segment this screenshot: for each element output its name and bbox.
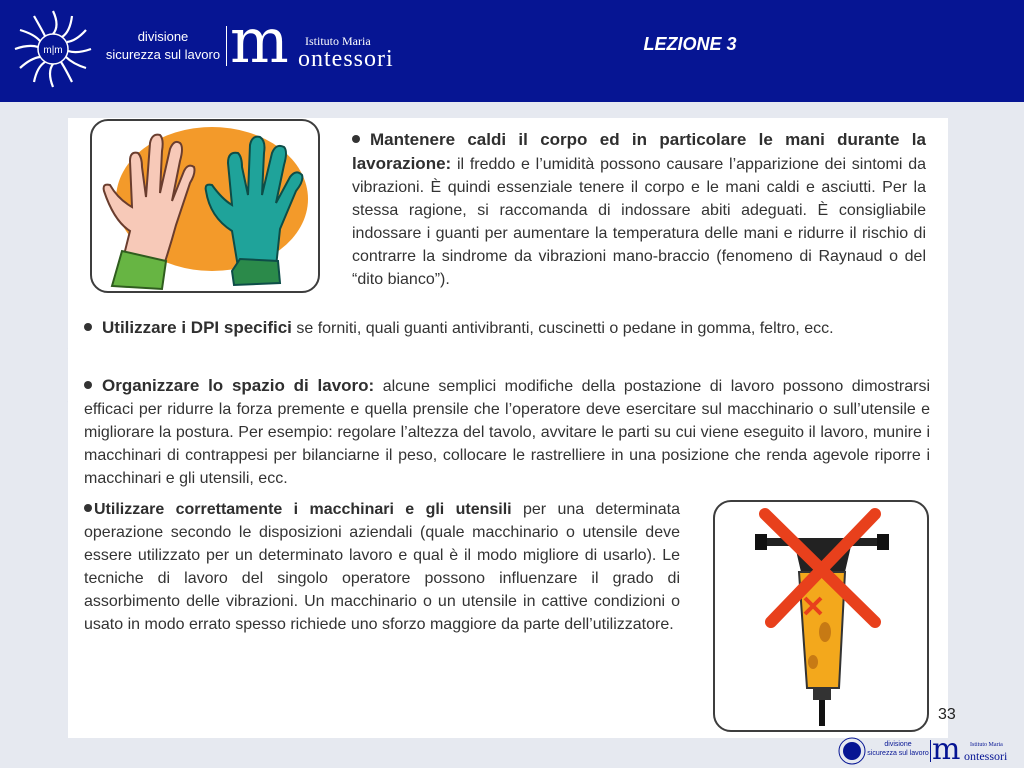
- footer-brand-initial: m: [932, 732, 961, 767]
- paragraph-keep-warm: [352, 128, 926, 291]
- division-line-1: divisione: [137, 29, 189, 44]
- paragraph-text: il freddo e l’umidità possono causare l’apparizione dei sintomi da vibrazioni. È quindi essenziale tenere il corpo e le mani caldi e asciutti. Per la stessa ragione, si raccomanda di indossare abiti adeguati. È consigliabile indossare i guanti per aumentare la temperatura delle mani e ridurre il rischio di contrarre la sindrome da vibrazioni mano-braccio (fenomeno di Raynaud o del “dito bianco”).: [352, 156, 926, 288]
- bullet-icon: [84, 323, 92, 331]
- paragraph-text: per una determinata operazione secondo le disposizioni aziendali (quale macchinario o utensile deve essere utilizzato per un determinato lavoro e qual è il modo migliore di usarlo). Le tecniche di lavoro del singolo operatore possono influenzare il grado di assorbimento delle vibrazioni. Un macchinario o un utensile in cattive condizioni o usato in modo errato spesso richiede uno sforzo maggiore da parte dell’utilizzatore.: [84, 501, 680, 633]
- jackhammer-crossed-illustration: [713, 500, 929, 732]
- logo-separator: [226, 26, 227, 66]
- paragraph-lead: Utilizzare i DPI specifici: [102, 318, 292, 337]
- bullet-icon: [352, 135, 360, 143]
- footer-brand-small-text: Istituto Maria: [970, 742, 1003, 748]
- paragraph-tools: [84, 498, 680, 636]
- footer-logo-separator: [930, 740, 931, 762]
- footer-logo: [830, 734, 1024, 768]
- emblem-text: m|m: [43, 45, 63, 56]
- montessori-emblem-icon: [10, 6, 96, 92]
- paragraph-lead: Organizzare lo spazio di lavoro:: [102, 376, 375, 395]
- jackhammer-crossed-icon: [715, 502, 927, 730]
- paragraph-dpi: [84, 316, 930, 340]
- brand-name-rest: ontessori: [298, 46, 394, 72]
- division-line-2: sicurezza sul lavoro: [105, 47, 221, 62]
- footer-brand-name-rest: ontessori: [964, 749, 1008, 763]
- paragraph-text: alcune semplici modifiche della postazione di lavoro possono dimostrarsi efficaci per ridurre la forza premente e quella prensile che l’operatore deve esercitare sul macchinario o sull’utensile e migliorare la postura. Per esempio: regolare l’altezza del tavolo, avvitare le parti su cui viene eseguito il lavoro, munire i macchinari di contrappesi per bilanciarne il peso, collocare le rastrelliere in una posizione che renda agevole riporre i macchinari e gli utensili, ecc.: [84, 378, 931, 487]
- paragraph-workspace: [84, 374, 930, 490]
- hands-gloves-illustration: [90, 119, 320, 293]
- hands-gloves-icon: [92, 121, 318, 291]
- brand-initial: m: [230, 4, 289, 77]
- slide-content: [68, 118, 948, 738]
- footer-division-line-2: sicurezza sul lavoro: [867, 750, 929, 757]
- page-number: 33: [938, 706, 956, 723]
- division-label: [98, 28, 228, 64]
- brand-small-text: Istituto Maria: [305, 34, 371, 48]
- footer-division-line-1: divisione: [884, 741, 912, 748]
- paragraph-text: se forniti, quali guanti antivibranti, cuscinetti o pedane in gomma, feltro, ecc.: [291, 320, 834, 337]
- footer-division-label: [866, 740, 930, 758]
- bullet-icon: [84, 381, 92, 389]
- paragraph-lead: Utilizzare correttamente i macchinari e gli utensili: [94, 501, 512, 518]
- header-bar: [0, 0, 1024, 102]
- paragraph-lead: Mantenere caldi il corpo ed in particolare le mani durante la lavorazione:: [352, 130, 926, 173]
- lesson-title: LEZIONE 3: [643, 34, 737, 54]
- bullet-icon: [84, 504, 92, 512]
